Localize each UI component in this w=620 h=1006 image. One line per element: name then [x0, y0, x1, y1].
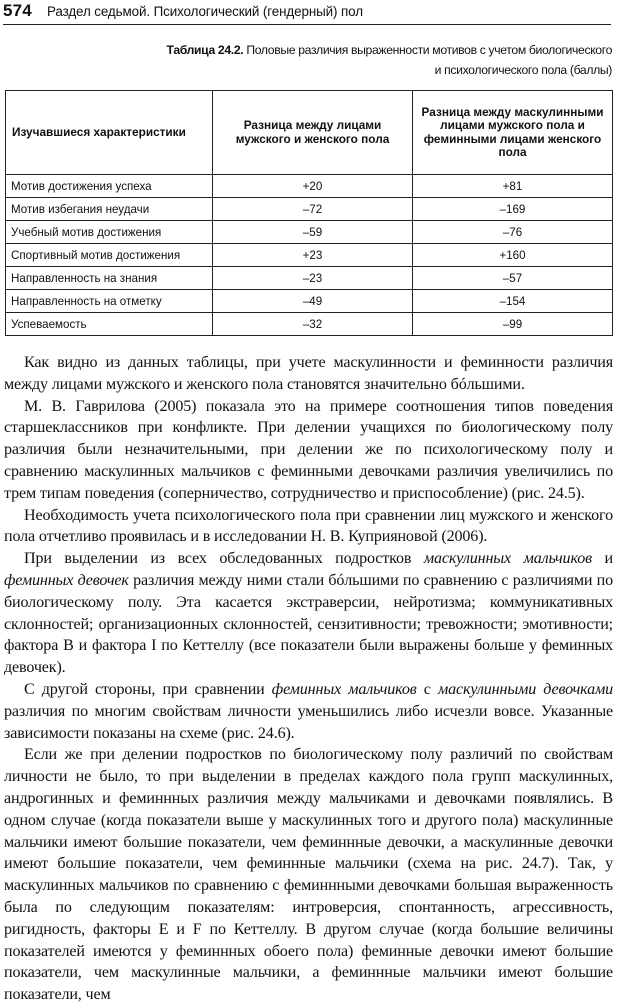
table-row — [6, 221, 613, 244]
table-row — [6, 175, 613, 198]
table-row — [6, 313, 613, 336]
table-caption-label: Таблица 24.2. — [166, 43, 244, 57]
row-label: Учебный мотив достижения — [6, 221, 213, 244]
page-number: 574 — [3, 1, 32, 20]
paragraph: Как видно из данных таблицы, при учете маскулинности и феминности различия между лицами мужского и женского пола становятся значительно бóльшими. — [4, 354, 613, 393]
body-text — [4, 352, 613, 1006]
paragraph: Если же при делении подростков по биологическому полу различий по свойствам личности не было, то при выделении в пределах каждого пола групп маскулинных, андрогинных и феминнных различия между мальчиками и девочками появлялись. В одном случае (когда показатели выше у маскулинных того и другого пола) маскулинные мальчики имеют большие показатели, чем феминнные девочки, а маскулинные девочки имеют большие показатели, чем феминнные мальчики (схема на рис. 24.7). Так, у маскулинных мальчиков по сравнению с феминнными девочками большая выраженность была по следующим показателям: интроверсия, спонтанность, агрессивность, ригидность, факторы E и F по Кеттеллу. В другом случае (когда большие величины показателей имеются у феминнных обоего пола) феминные девочки имеют большие показатели, чем маскулинные мальчики, а феминнные мальчики имеют большие показатели, чем — [4, 746, 613, 1004]
psy-difference-value: +81 — [413, 175, 613, 198]
row-label: Успеваемость — [6, 313, 213, 336]
column-header-characteristics: Изучавшиеся характеристики — [6, 91, 213, 175]
bio-difference-value: –59 — [213, 221, 413, 244]
psy-difference-value: –57 — [413, 267, 613, 290]
running-title: Раздел седьмой. Психологический (гендерный) пол — [47, 4, 363, 19]
row-label: Направленность на знания — [6, 267, 213, 290]
paragraph — [4, 679, 613, 744]
table-row — [6, 290, 613, 313]
italic-term: маскулинных мальчиков — [423, 550, 592, 568]
table-caption-line-2: и психологического пола (баллы) — [434, 63, 612, 77]
psy-difference-value: –154 — [413, 290, 613, 313]
psy-difference-value: +160 — [413, 244, 613, 267]
psy-difference-value: –169 — [413, 198, 613, 221]
row-label: Мотив достижения успеха — [6, 175, 213, 198]
paragraph: Необходимость учета психологического пола при сравнении лиц мужского и женского пола отчетливо проявилась и в исследовании Н. В. Куприяновой (2006). — [4, 506, 613, 546]
running-header — [3, 2, 611, 25]
bio-difference-value: +23 — [213, 244, 413, 267]
text-run: С другой стороны, при сравнении — [24, 680, 272, 698]
text-run: различия по многим свойствам личности уменьшились либо исчезли вовсе. Указанные зависимости показаны на схеме (рис. 24.6). — [4, 702, 613, 742]
bio-difference-value: +20 — [213, 175, 413, 198]
table-caption-text-1: Половые различия выраженности мотивов с учетом биологического — [246, 43, 612, 57]
column-header-bio-sex-difference: Разница между лицами мужского и женского пола — [213, 91, 413, 175]
table-row — [6, 267, 613, 290]
bio-difference-value: –32 — [213, 313, 413, 336]
bio-difference-value: –72 — [213, 198, 413, 221]
bio-difference-value: –23 — [213, 267, 413, 290]
paragraph — [4, 548, 613, 679]
paragraph: М. В. Гаврилова (2005) показала это на примере соотношения типов поведения старшеклассников при конфликте. При делении учащихся по биологическому полу различия были незначительными, при делении же по психологическому полу и сравнению маскулинных мальчиков с феминными девочками различия увеличились по трем типам поведения (соперничество, сотрудничество и приспособление) (рис. 24.5). — [4, 397, 613, 502]
row-label: Спортивный мотив достижения — [6, 244, 213, 267]
motives-table — [5, 90, 613, 336]
psy-difference-value: –76 — [413, 221, 613, 244]
table-row — [6, 198, 613, 221]
italic-term: маскулинными девочками — [437, 680, 613, 698]
column-header-psy-sex-difference: Разница между маскулинными лицами мужского пола и феминными лицами женского пола — [413, 91, 613, 175]
row-label: Направленность на отметку — [6, 290, 213, 313]
text-run: При выделении из всех обследованных подростков — [24, 550, 424, 568]
text-run: различия между ними стали бóльшими по сравнению с различиями по биологическому полу. Эта касается экстраверсии, нейротизма; коммуникативных склонностей; организационных склонностей, сензитивности; тревожности; эмотивности; фактора B и фактора I по Кеттеллу (все показатели были выражены больше у феминных девочек). — [4, 571, 613, 677]
table-caption — [140, 40, 612, 80]
table-caption-line-1 — [140, 40, 612, 60]
italic-term: феминных мальчиков — [271, 680, 417, 698]
table-row — [6, 244, 613, 267]
psy-difference-value: –99 — [413, 313, 613, 336]
row-label: Мотив избегания неудачи — [6, 198, 213, 221]
italic-term: феминных девочек — [4, 571, 129, 589]
table-header-row — [6, 91, 613, 175]
text-run: и — [591, 550, 613, 568]
text-run: с — [416, 680, 438, 698]
bio-difference-value: –49 — [213, 290, 413, 313]
